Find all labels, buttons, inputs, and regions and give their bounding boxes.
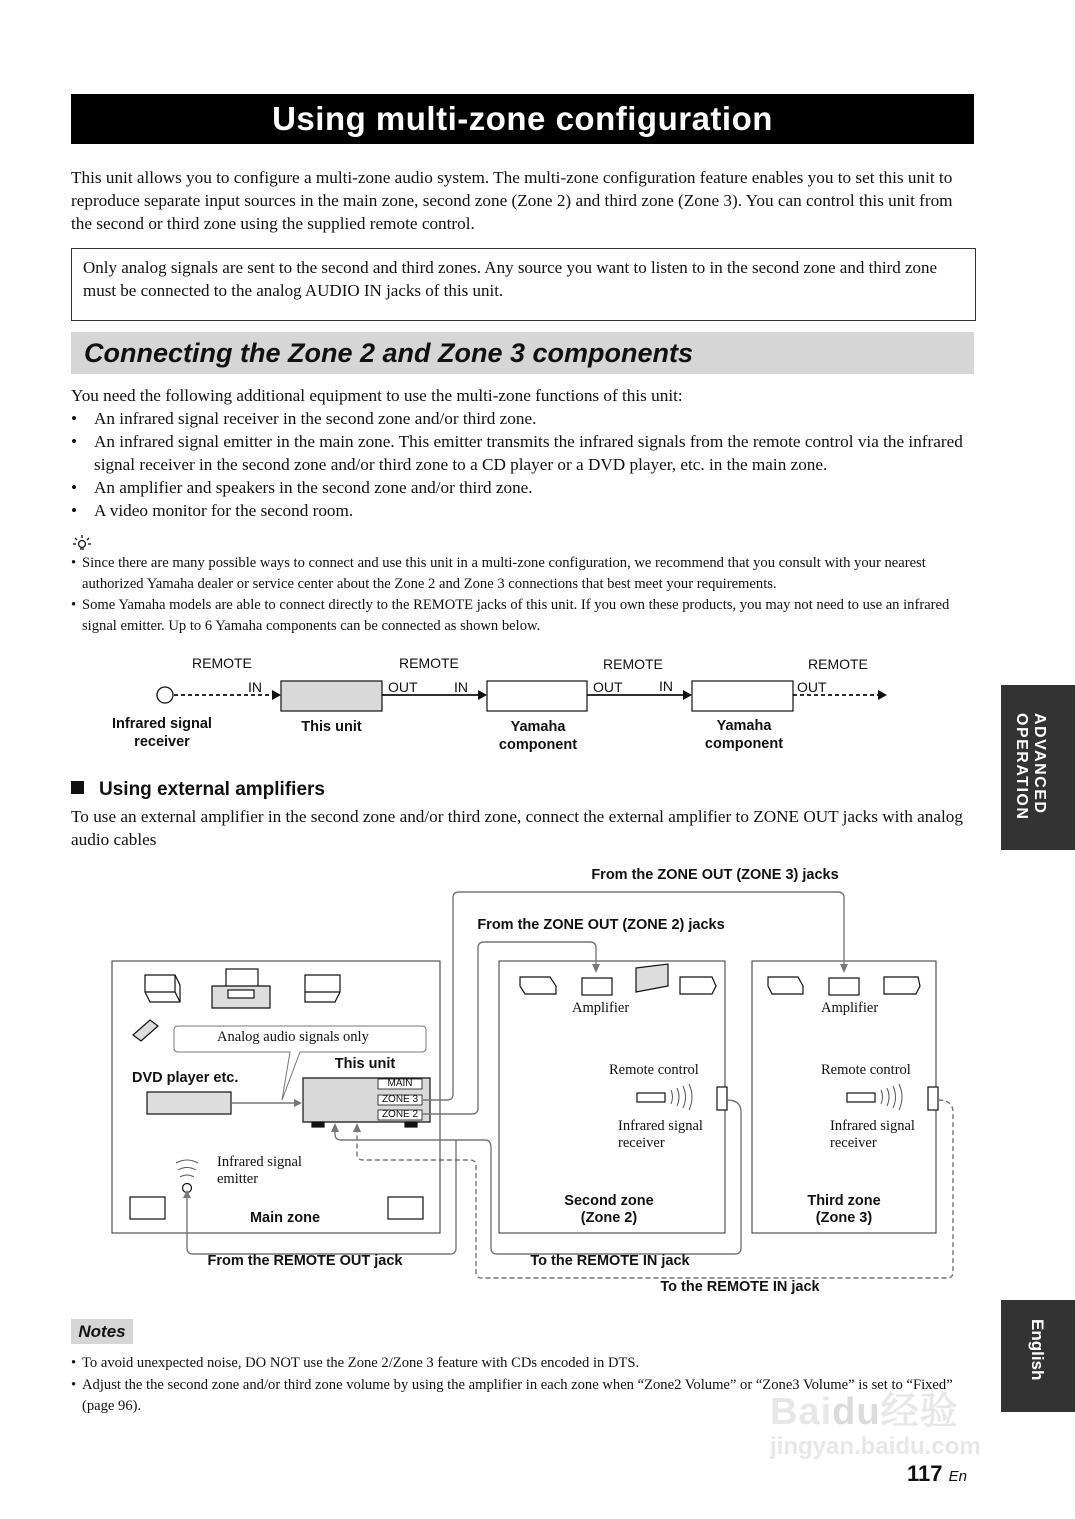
this-unit-label: This unit (334, 1056, 396, 1072)
remote-control-label: Remote control (821, 1062, 911, 1078)
out-label: OUT (388, 679, 418, 695)
remote-control-label: Remote control (609, 1062, 699, 1078)
jack-zone3-label: ZONE 3 (381, 1094, 419, 1105)
remote-label: REMOTE (603, 656, 663, 672)
jack-zone2-label: ZONE 2 (381, 1109, 419, 1120)
square-bullet-icon (71, 781, 84, 794)
out-label: OUT (593, 679, 623, 695)
list-item: • A video monitor for the second room. (71, 501, 354, 520)
jack-main-label: MAIN (387, 1078, 413, 1089)
to-remote-in-label: To the REMOTE IN jack (530, 1253, 690, 1269)
in-label: IN (454, 679, 468, 695)
main-zone-label: Main zone (249, 1210, 321, 1226)
remote-label: REMOTE (192, 655, 252, 671)
section-heading: Connecting the Zone 2 and Zone 3 components (71, 332, 974, 374)
to-remote-in-label: To the REMOTE IN jack (660, 1279, 820, 1295)
from-remote-out-label: From the REMOTE OUT jack (207, 1253, 403, 1269)
list-item: • An amplifier and speakers in the second zone and/or third zone. (71, 478, 533, 497)
english-tab: English (1001, 1300, 1075, 1412)
from-zone3-label: From the ZONE OUT (ZONE 3) jacks (591, 867, 839, 883)
ext-amp-text: To use an external amplifier in the second zone and/or third zone, connect the external amplifier to ZONE OUT jacks with analog audio cables (71, 807, 963, 849)
third-zone-label: Third zone (Zone 3) (807, 1193, 881, 1226)
in-label: IN (659, 678, 673, 694)
section-intro: You need the following additional equipment to use the multi-zone functions of this unit: (71, 386, 683, 405)
list-item: • An infrared signal receiver in the second zone and/or third zone. (71, 409, 537, 428)
this-unit-label: This unit (301, 719, 362, 735)
remote-label: REMOTE (808, 656, 868, 672)
amplifier-label: Amplifier (572, 1000, 630, 1016)
amplifier-label: Amplifier (821, 1000, 879, 1016)
yamaha-component-label: Yamaha component (498, 719, 578, 753)
advanced-operation-tab: ADVANCED OPERATION (1001, 685, 1075, 850)
ir-receiver-label: Infrared signal receiver (112, 716, 212, 750)
list-item: • An infrared signal emitter in the main zone. This emitter transmits the infrared signals from the remote control via the infrared signal receiver in the second zone and/or third zone to a CD player or a DVD player, etc. in the main zone. (71, 432, 963, 474)
out-label: OUT (797, 679, 827, 695)
tip-icon (72, 533, 94, 553)
tip-item: • Since there are many possible ways to connect and use this unit in a multi-zone configuration, we recommend that you consult with your nearest authorized Yamaha dealer or service center about the Zone 2 and Zone 3 connections that best meet your requirements. (71, 555, 926, 592)
baidu-watermark: Baidu经验 jingyan.baidu.com (770, 1391, 981, 1460)
yamaha-component-label: Yamaha component (704, 718, 784, 752)
analog-only-label: Analog audio signals only (217, 1029, 369, 1045)
paw-icon: du (832, 1391, 881, 1433)
emitter-label: Infrared signal emitter (217, 1154, 302, 1187)
page-title: Using multi-zone configuration (71, 94, 974, 144)
intro-paragraph: This unit allows you to configure a multi-zone audio system. The multi-zone configuration feature enables you to set this unit to reproduce separate input sources in the main zone, second zone (Zone 2) and third zone (Zone 3). You can control this unit from the second or third zone using the supplied remote control. (71, 168, 953, 233)
ext-amp-heading: Using external amplifiers (71, 779, 325, 801)
note-item: • To avoid unexpected noise, DO NOT use the Zone 2/Zone 3 feature with CDs encoded in DTS. (71, 1355, 640, 1371)
remote-label: REMOTE (399, 655, 459, 671)
ir-receiver-label: Infrared signal receiver (618, 1118, 703, 1151)
from-zone2-label: From the ZONE OUT (ZONE 2) jacks (477, 917, 725, 933)
tip-item: • Some Yamaha models are able to connect directly to the REMOTE jacks of this unit. If you own these products, you may not need to use an infrared signal emitter. Up to 6 Yamaha components can be connected as shown below. (71, 597, 950, 634)
in-label: IN (248, 679, 262, 695)
page-number: 117 En (907, 1461, 967, 1486)
notes-label: Notes (71, 1319, 133, 1344)
ir-receiver-label: Infrared signal receiver (830, 1118, 915, 1151)
note-item: • Adjust the the second zone and/or third zone volume by using the amplifier in each zone when “Zone2 Volume” or “Zone3 Volume” is set to “Fixed” (page 96). (71, 1377, 953, 1414)
analog-note-box: Only analog signals are sent to the second and third zones. Any source you want to listen to in the second zone and third zone must be connected to the analog AUDIO IN jacks of this unit. (71, 248, 976, 321)
second-zone-label: Second zone (Zone 2) (564, 1193, 654, 1226)
dvd-label: DVD player etc. (132, 1070, 239, 1086)
